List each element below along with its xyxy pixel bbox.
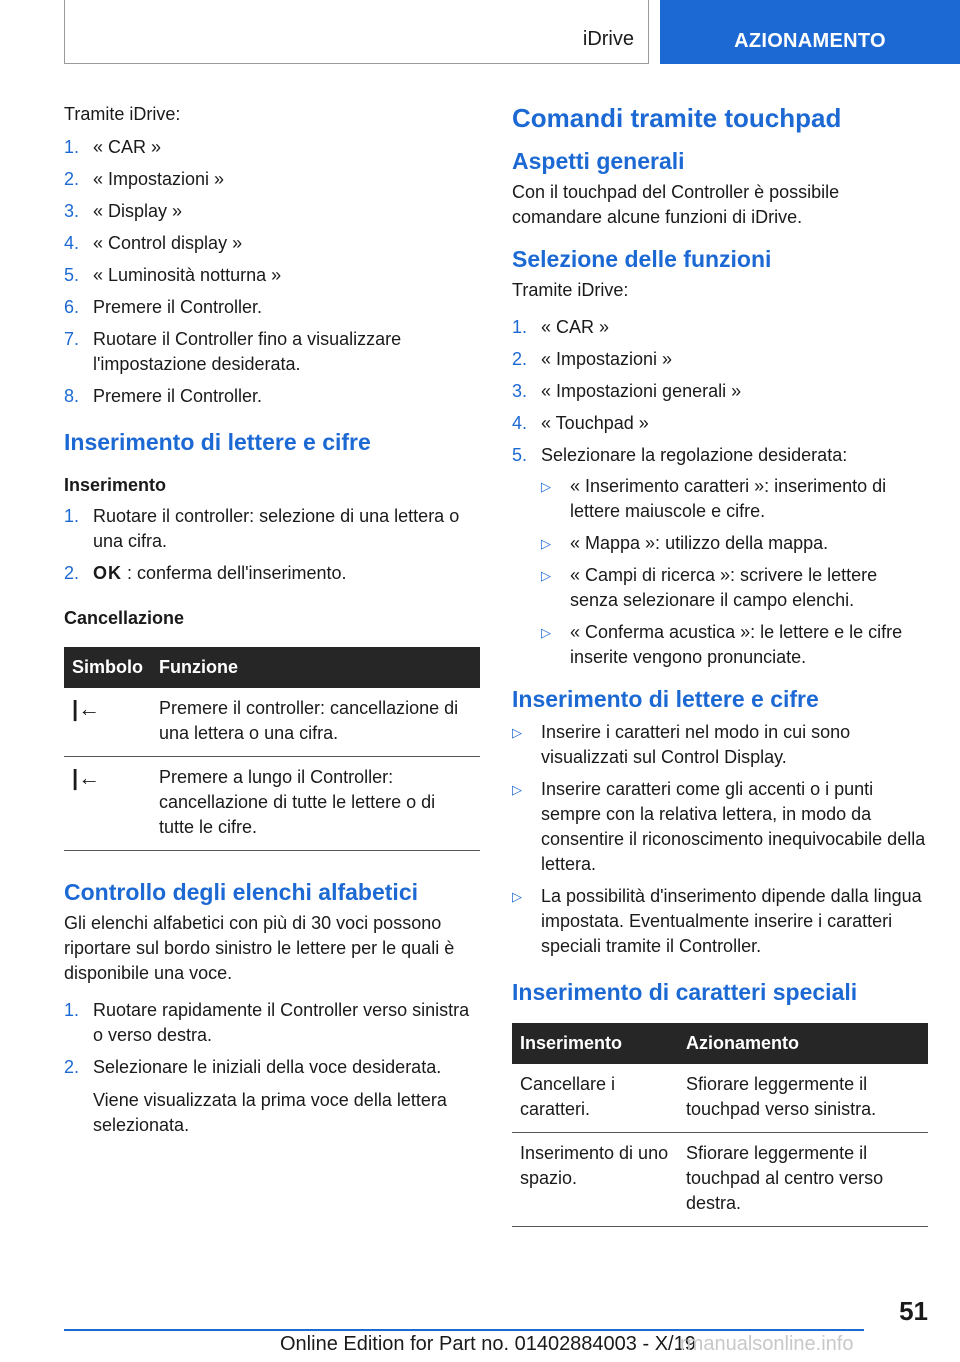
step-text: Selezionare la regolazione desiderata: bbox=[541, 445, 848, 465]
list-item bbox=[512, 315, 928, 340]
letters-bullets bbox=[512, 720, 928, 959]
step-text: « CAR » bbox=[93, 137, 162, 157]
table-cell: Premere il controller: cancellazione di una lettera o una cifra. bbox=[151, 688, 480, 757]
list-item bbox=[512, 443, 928, 670]
step-number: 1. bbox=[64, 506, 80, 526]
list-item bbox=[64, 231, 480, 256]
option-text: « Inserimento caratteri »: inserimento di lettere maiuscole e cifre. bbox=[570, 476, 887, 521]
footer-divider bbox=[64, 1329, 864, 1331]
select-steps bbox=[512, 315, 928, 670]
list-item bbox=[64, 167, 480, 192]
triangle-right-icon: ▷ bbox=[512, 782, 522, 797]
list-item bbox=[64, 1055, 480, 1138]
subheading-delete: Cancellazione bbox=[64, 608, 185, 628]
section-heading-letters-touch: Inserimento di lettere e cifre bbox=[512, 686, 819, 712]
table-header-function: Funzione bbox=[151, 647, 480, 688]
header-section-box bbox=[64, 0, 649, 64]
bullet-text: Inserire caratteri come gli accenti o i punti sempre con la relativa lettera, in modo da consentire il riconoscimento inequivocabile della lettera. bbox=[541, 779, 926, 874]
table-cell: Premere a lungo il Controller: cancellazione di tutte le lettere o di tutte le cifre. bbox=[151, 757, 480, 851]
step-number: 2. bbox=[512, 349, 528, 369]
subheading-insert: Inserimento bbox=[64, 475, 167, 495]
step-text: Premere il Controller. bbox=[93, 386, 263, 406]
step-text: Ruotare il Controller fino a visualizzare l'impostazione desiderata. bbox=[93, 329, 402, 374]
backspace-arrow-icon: |← bbox=[64, 688, 151, 757]
list-item bbox=[64, 199, 480, 224]
step-number: 3. bbox=[512, 381, 528, 401]
delete-table bbox=[64, 647, 480, 851]
display-steps bbox=[64, 135, 480, 409]
list-item bbox=[64, 561, 480, 586]
header-chapter-tab: AZIONAMENTO bbox=[660, 0, 960, 64]
list-item bbox=[541, 620, 928, 670]
table-row bbox=[512, 1064, 928, 1133]
intro-text: Tramite iDrive: bbox=[64, 104, 181, 124]
step-number: 4. bbox=[64, 233, 80, 253]
option-text: « Conferma acustica »: le lettere e le cifre inserite vengono pronunciate. bbox=[570, 622, 903, 667]
bullet-text: La possibilità d'inserimento dipende dalla lingua impostata. Eventualmente inserire i caratteri speciali tramite il Controller. bbox=[541, 886, 922, 956]
table-cell: Sfiorare leggermente il touchpad al centro verso destra. bbox=[678, 1133, 928, 1227]
step-text: « Control display » bbox=[93, 233, 243, 253]
step-text: « Impostazioni generali » bbox=[541, 381, 742, 401]
step-number: 7. bbox=[64, 329, 80, 349]
step-text: Ruotare rapidamente il Controller verso sinistra o verso destra. bbox=[93, 1000, 470, 1045]
table-row bbox=[512, 1133, 928, 1227]
step-number: 2. bbox=[64, 563, 80, 583]
step-text: « Touchpad » bbox=[541, 413, 649, 433]
step-number: 8. bbox=[64, 386, 80, 406]
list-item bbox=[64, 295, 480, 320]
table-row bbox=[64, 757, 480, 851]
triangle-right-icon: ▷ bbox=[512, 889, 522, 904]
list-item bbox=[64, 135, 480, 160]
step-number: 2. bbox=[64, 1057, 80, 1077]
bullet-text: Inserire i caratteri nel modo in cui sono visualizzati sul Control Display. bbox=[541, 722, 851, 767]
step-text: « Display » bbox=[93, 201, 183, 221]
step-text: « Impostazioni » bbox=[93, 169, 225, 189]
step-text: « CAR » bbox=[541, 317, 610, 337]
section-heading-general: Aspetti generali bbox=[512, 148, 685, 174]
option-text: « Mappa »: utilizzo della mappa. bbox=[570, 533, 829, 553]
left-column bbox=[64, 102, 480, 1145]
section-heading-alpha: Controllo degli elenchi alfabetici bbox=[64, 879, 418, 905]
step-number: 1. bbox=[64, 1000, 80, 1020]
list-item bbox=[541, 531, 928, 556]
watermark: rmanualsonline.info bbox=[680, 1333, 854, 1355]
list-item bbox=[541, 563, 928, 613]
footer-edition: Online Edition for Part no. 01402884003 - X/19 bbox=[280, 1333, 696, 1355]
step-number: 1. bbox=[64, 137, 80, 157]
insert-steps bbox=[64, 504, 480, 586]
list-item bbox=[512, 347, 928, 372]
step-number: 3. bbox=[64, 201, 80, 221]
step-subtext: Viene visualizzata la prima voce della lettera selezionata. bbox=[93, 1090, 447, 1135]
step-number: 5. bbox=[512, 445, 528, 465]
triangle-right-icon: ▷ bbox=[512, 725, 522, 740]
list-item bbox=[64, 263, 480, 288]
header-section-title: iDrive bbox=[582, 28, 634, 50]
list-item bbox=[512, 379, 928, 404]
general-text: Con il touchpad del Controller è possibile comandare alcune funzioni di iDrive. bbox=[512, 182, 840, 227]
table-header-symbol: Simbolo bbox=[64, 647, 151, 688]
list-item bbox=[512, 884, 928, 959]
section-heading-select: Selezione delle funzioni bbox=[512, 246, 772, 272]
step-text: Selezionare le iniziali della voce desiderata. bbox=[93, 1057, 442, 1077]
step-number: 1. bbox=[512, 317, 528, 337]
section-heading-letters: Inserimento di lettere e cifre bbox=[64, 429, 371, 455]
table-cell: Inserimento di uno spazio. bbox=[512, 1133, 678, 1227]
table-header-input: Inserimento bbox=[512, 1023, 678, 1064]
list-item bbox=[512, 411, 928, 436]
step-number: 2. bbox=[64, 169, 80, 189]
triangle-right-icon: ▷ bbox=[541, 568, 551, 583]
table-cell: Sfiorare leggermente il touchpad verso sinistra. bbox=[678, 1064, 928, 1133]
table-header-action: Azionamento bbox=[678, 1023, 928, 1064]
list-item bbox=[64, 327, 480, 377]
option-text: « Campi di ricerca »: scrivere le lettere senza selezionare il campo elenchi. bbox=[570, 565, 878, 610]
option-list bbox=[541, 474, 928, 670]
backspace-arrow-icon: |← bbox=[64, 757, 151, 851]
step-text: : conferma dell'inserimento. bbox=[127, 563, 347, 583]
list-item bbox=[64, 384, 480, 409]
list-item bbox=[512, 777, 928, 877]
step-text: Premere il Controller. bbox=[93, 297, 263, 317]
step-text: Ruotare il controller: selezione di una lettera o una cifra. bbox=[93, 506, 460, 551]
section-heading-special: Inserimento di caratteri speciali bbox=[512, 979, 858, 1005]
triangle-right-icon: ▷ bbox=[541, 479, 551, 494]
step-number: 4. bbox=[512, 413, 528, 433]
alpha-steps bbox=[64, 998, 480, 1138]
page-number: 51 bbox=[899, 1296, 928, 1326]
special-table bbox=[512, 1023, 928, 1227]
page-title: Comandi tramite touchpad bbox=[512, 103, 842, 133]
list-item bbox=[64, 504, 480, 554]
ok-symbol-icon: OK bbox=[93, 563, 122, 583]
select-intro: Tramite iDrive: bbox=[512, 280, 629, 300]
step-text: « Luminosità notturna » bbox=[93, 265, 282, 285]
triangle-right-icon: ▷ bbox=[541, 625, 551, 640]
step-number: 5. bbox=[64, 265, 80, 285]
triangle-right-icon: ▷ bbox=[541, 536, 551, 551]
list-item bbox=[541, 474, 928, 524]
list-item bbox=[512, 720, 928, 770]
alpha-text: Gli elenchi alfabetici con più di 30 voci possono riportare sul bordo sinistro le lettere per le quali è disponibile una voce. bbox=[64, 913, 455, 983]
step-text: « Impostazioni » bbox=[541, 349, 673, 369]
table-row bbox=[64, 688, 480, 757]
table-cell: Cancellare i caratteri. bbox=[512, 1064, 678, 1133]
list-item bbox=[64, 998, 480, 1048]
step-number: 6. bbox=[64, 297, 80, 317]
right-column bbox=[512, 102, 928, 1227]
